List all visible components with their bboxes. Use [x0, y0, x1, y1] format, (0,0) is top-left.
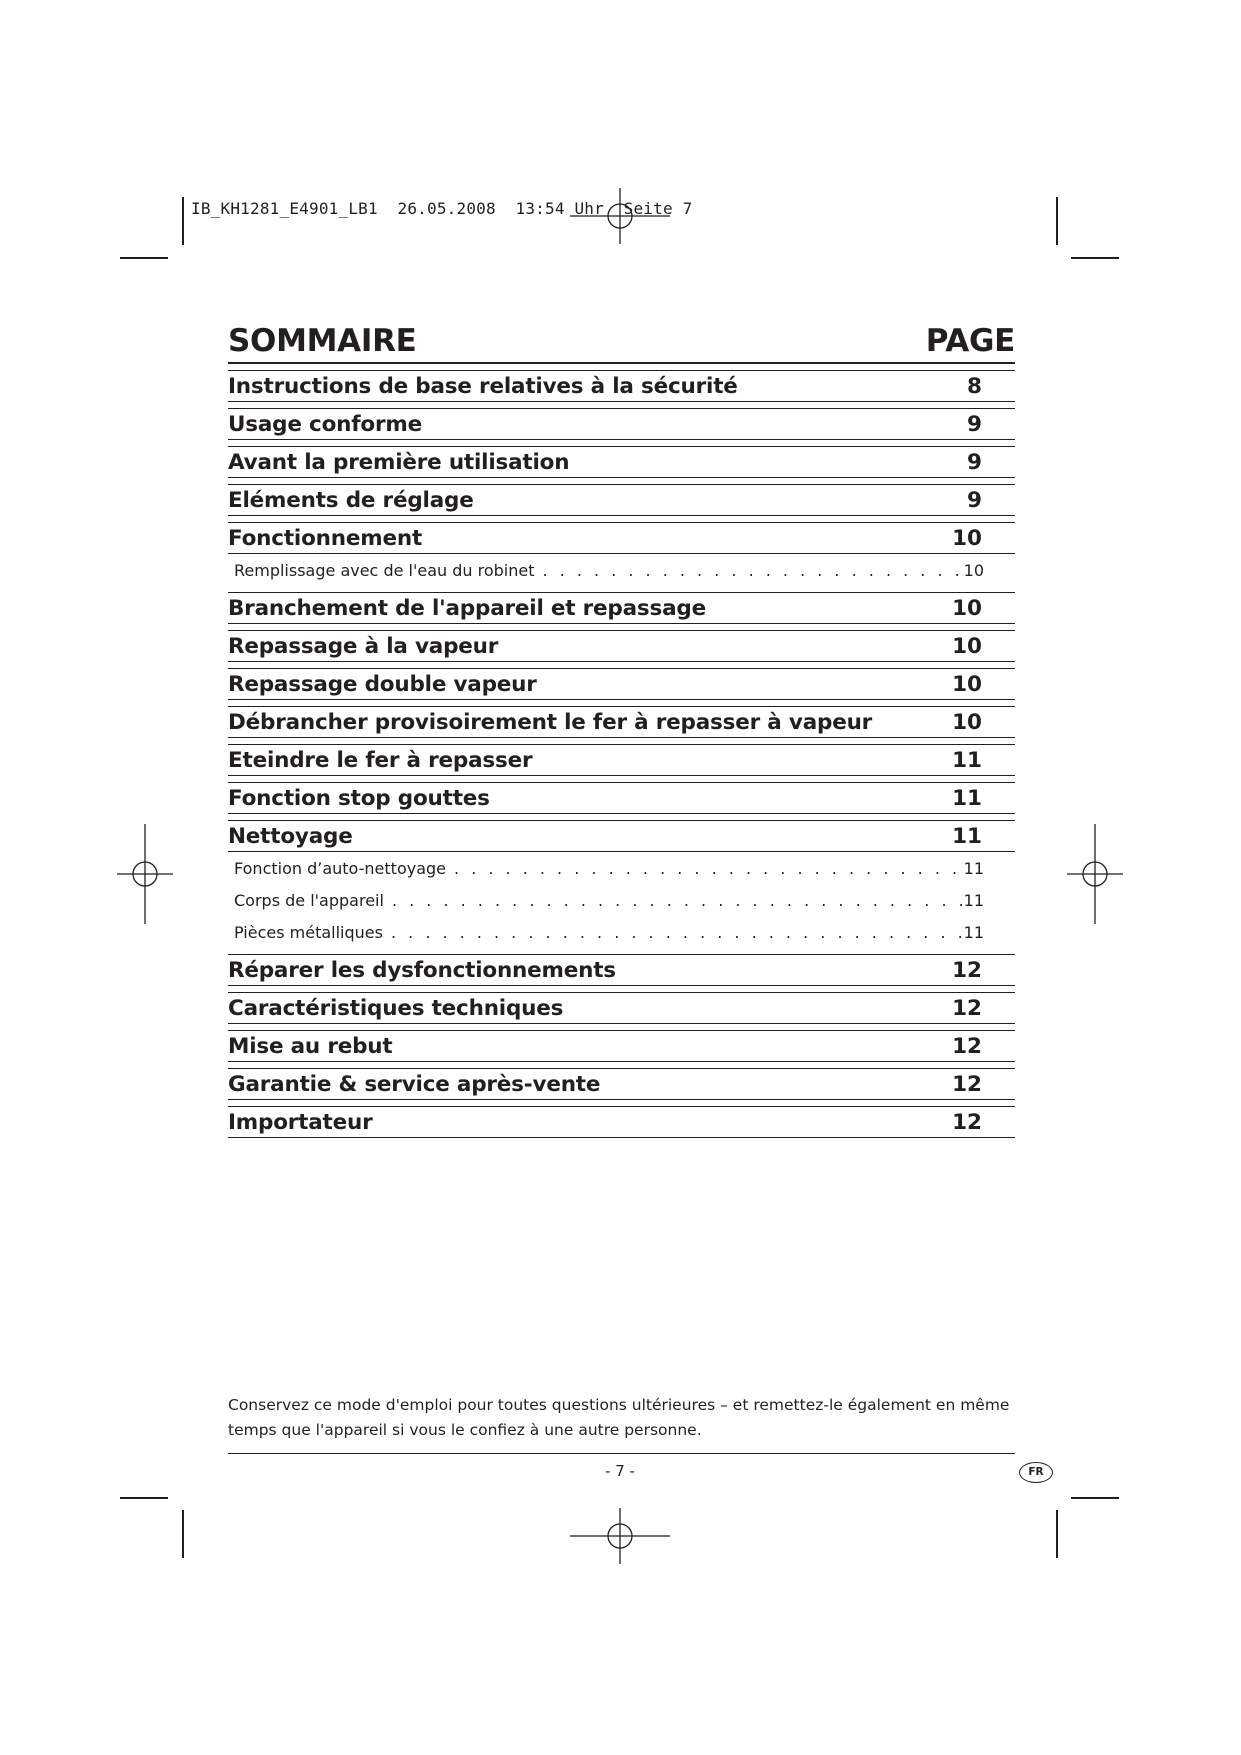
page-number: - 7 - — [605, 1462, 635, 1480]
toc-entry-page: 10 — [952, 525, 982, 551]
toc-entry-label: Corps de l'appareil — [234, 890, 384, 910]
registration-crosshair-icon — [117, 824, 173, 924]
toc-entry-page: 8 — [967, 373, 982, 399]
toc-entry — [228, 954, 1015, 986]
toc-entry-label: Nettoyage — [228, 823, 353, 849]
registration-crosshair-icon — [570, 188, 670, 244]
print-slug: IB_KH1281_E4901_LB1 26.05.2008 13:54 Uhr Seite 7 — [191, 199, 693, 218]
toc-entry-label: Instructions de base relatives à la sécurité — [228, 373, 738, 399]
toc-entry-page: 11 — [952, 747, 982, 773]
toc-entry-label: Repassage double vapeur — [228, 671, 537, 697]
toc-entry-label: Fonction stop gouttes — [228, 785, 490, 811]
dot-leader — [392, 891, 964, 910]
toc-entry-page: 12 — [952, 1109, 982, 1135]
toc-subentry — [228, 852, 1015, 884]
crop-mark — [1071, 1497, 1119, 1499]
toc-entry-label: Remplissage avec de l'eau du robinet — [234, 560, 535, 580]
crop-mark — [1071, 257, 1119, 259]
toc-entry-label: Caractéristiques techniques — [228, 995, 564, 1021]
toc-entry-page: 11 — [963, 922, 984, 942]
dot-leader — [543, 561, 964, 580]
toc-entry — [228, 706, 1015, 738]
toc-entry-page: 10 — [952, 633, 982, 659]
toc-entry — [228, 446, 1015, 478]
toc-subentry — [228, 554, 1015, 586]
toc-subentry — [228, 916, 1015, 948]
toc-entry — [228, 992, 1015, 1024]
toc-entry-label: Usage conforme — [228, 411, 422, 437]
dot-leader — [454, 859, 964, 878]
toc-entry-label: Fonction d’auto-nettoyage — [234, 858, 447, 878]
crop-mark — [120, 257, 168, 259]
toc-entry-label: Fonctionnement — [228, 525, 423, 551]
toc-entry-label: Branchement de l'appareil et repassage — [228, 595, 707, 621]
crop-mark — [1056, 197, 1058, 245]
toc-page-column-label: PAGE — [925, 323, 1015, 359]
toc-entry — [228, 1068, 1015, 1100]
toc-entry — [228, 1106, 1015, 1138]
toc-entry — [228, 1030, 1015, 1062]
toc-entry-page: 12 — [952, 1071, 982, 1097]
toc-entry — [228, 744, 1015, 776]
toc-entry-label: Importateur — [228, 1109, 373, 1135]
toc-entry-label: Réparer les dysfonctionnements — [228, 957, 616, 983]
footer-note: Conservez ce mode d'emploi pour toutes questions ultérieures – et remettez-le également en même temps que l'appareil si vous le confiez à une autre personne. — [228, 1396, 1010, 1439]
toc-entry-page: 9 — [967, 449, 982, 475]
toc-entry-label: Eléments de réglage — [228, 487, 474, 513]
toc-entry-label: Avant la première utilisation — [228, 449, 570, 475]
toc-entry-label: Pièces métalliques — [234, 922, 383, 942]
toc-entry-label: Débrancher provisoirement le fer à repasser à vapeur — [228, 709, 873, 735]
toc-entry-page: 11 — [963, 858, 984, 878]
toc-entry — [228, 484, 1015, 516]
toc-entry — [228, 630, 1015, 662]
footer-divider — [228, 1453, 1015, 1454]
toc-entry — [228, 668, 1015, 700]
table-of-contents — [228, 318, 1015, 1138]
toc-entry-page: 10 — [963, 560, 984, 580]
toc-entry-page: 12 — [952, 995, 982, 1021]
toc-entry-page: 10 — [952, 671, 982, 697]
toc-list — [228, 370, 1015, 1138]
toc-entry-page: 12 — [952, 1033, 982, 1059]
toc-subentry — [228, 884, 1015, 916]
toc-entry-label: Eteindre le fer à repasser — [228, 747, 533, 773]
toc-entry-page: 11 — [963, 890, 984, 910]
toc-entry-label: Mise au rebut — [228, 1033, 393, 1059]
registration-crosshair-icon — [1067, 824, 1123, 924]
toc-entry-page: 11 — [952, 785, 982, 811]
toc-entry — [228, 370, 1015, 402]
toc-entry-page: 9 — [967, 487, 982, 513]
toc-entry-label: Garantie & service après-vente — [228, 1071, 601, 1097]
crop-mark — [182, 1510, 184, 1558]
toc-entry — [228, 522, 1015, 554]
toc-entry — [228, 408, 1015, 440]
toc-title: SOMMAIRE — [228, 323, 417, 359]
toc-header — [228, 318, 1015, 364]
registration-crosshair-icon — [570, 1508, 670, 1564]
toc-entry-page: 11 — [952, 823, 982, 849]
toc-entry-label: Repassage à la vapeur — [228, 633, 499, 659]
toc-entry-page: 10 — [952, 595, 982, 621]
crop-mark — [120, 1497, 168, 1499]
toc-entry — [228, 820, 1015, 852]
toc-entry — [228, 592, 1015, 624]
toc-entry-page: 10 — [952, 709, 982, 735]
dot-leader — [391, 923, 964, 942]
crop-mark — [1056, 1510, 1058, 1558]
toc-entry-page: 12 — [952, 957, 982, 983]
language-badge: FR — [1019, 1462, 1053, 1483]
toc-entry-page: 9 — [967, 411, 982, 437]
toc-entry — [228, 782, 1015, 814]
crop-mark — [182, 197, 184, 245]
